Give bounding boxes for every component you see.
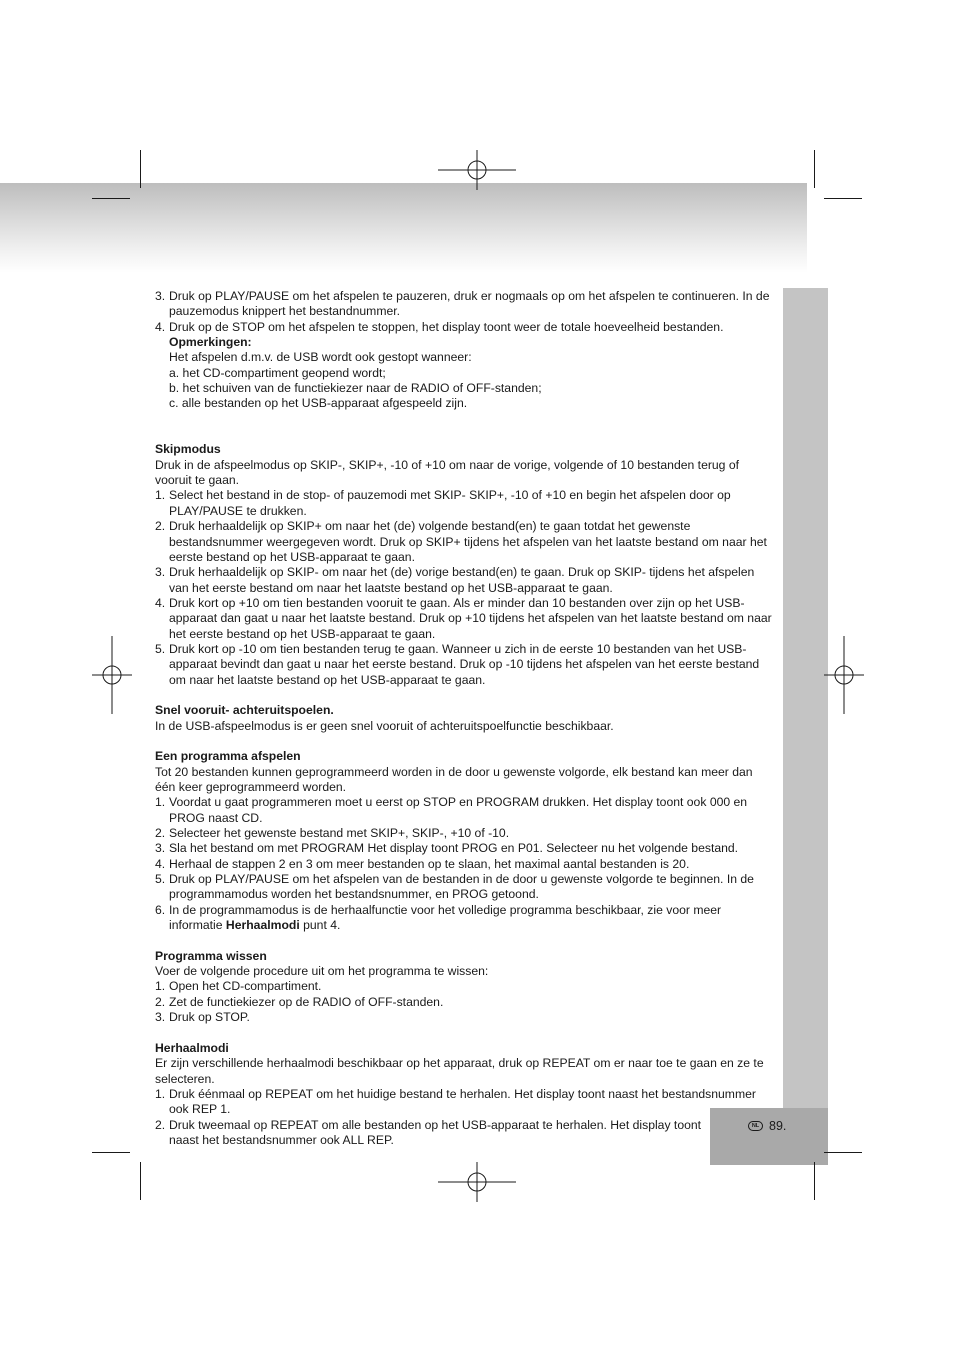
- registration-mark-left-icon: [92, 636, 132, 714]
- list-item: 6. In de programmamodus is de herhaalfunctie voor het volledige programma beschikbaar, zie voor meer informatie Herhaalmodi punt 4.: [155, 902, 722, 933]
- section-heading: Programma wissen: [155, 948, 267, 963]
- list-item: 1. Voordat u gaat programmeren moet u eerst op STOP en PROGRAM drukken. Het display toont ook 000 en PROG naast CD.: [155, 795, 748, 825]
- list-item: 1. Select het bestand in de stop- of pauzemodi met SKIP- SKIP+, -10 of +10 en begin het afspelen door op PLAY/PAUSE te drukken.: [155, 488, 731, 518]
- clear-section: [155, 949, 775, 1026]
- page-content: [155, 289, 775, 1148]
- list-item: 2. Selecteer het gewenste bestand met SKIP+, SKIP-, +10 of -10.: [155, 826, 510, 841]
- section-heading: Herhaalmodi: [155, 1040, 229, 1055]
- note-item: b. het schuiven van de functiekiezer naar de RADIO of OFF-standen;: [169, 381, 542, 396]
- list-item: 1. Druk éénmaal op REPEAT om het huidige bestand te herhalen. Het display toont naast het bestandsnummer ook REP 1.: [155, 1086, 756, 1117]
- note-item: c. alle bestanden op het USB-apparaat afgespeeld zijn.: [169, 396, 468, 411]
- list-item: 4. Druk kort op +10 om tien bestanden vooruit te gaan. Als er minder dan 10 bestanden over zijn op het USB-apparaat dan gaat u naar het laatste bestand. Druk op +10 tijdens het afspelen van het laatste bestand om naar het eerste bestand op het USB-apparaat te gaan.: [155, 595, 772, 641]
- notes-intro: Het afspelen d.m.v. de USB wordt ook gestopt wanneer:: [169, 350, 472, 365]
- section-heading: Skipmodus: [155, 442, 221, 457]
- fast-section: [155, 703, 775, 734]
- registration-mark-bottom-icon: [438, 1162, 516, 1202]
- list-item: 2. Zet de functiekiezer op de RADIO of OFF-standen.: [155, 994, 444, 1009]
- page-number-text: 89.: [769, 1119, 787, 1133]
- registration-mark-right-icon: [824, 636, 864, 714]
- repeat-section: [155, 1041, 775, 1148]
- section-intro: Er zijn verschillende herhaalmodi beschikbaar op het apparaat, druk op REPEAT om er naar toe te gaan en ze te selecteren.: [155, 1056, 764, 1086]
- cross-reference: Herhaalmodi: [225, 918, 300, 933]
- section-intro: Voer de volgende procedure uit om het programma te wissen:: [155, 964, 489, 979]
- side-tab-bar: [783, 288, 828, 1110]
- list-item: 4. Herhaal de stappen 2 en 3 om meer bestanden op te slaan, het maximal aantal bestanden is 20.: [155, 856, 690, 871]
- list-item: 5. Druk op PLAY/PAUSE om het afspelen van de bestanden in de door u gewenste volgorde te beginnen. In de programmamodus worden het bestandsnummer, en PROG getoond.: [155, 872, 754, 902]
- list-item: 5. Druk kort op -10 om tien bestanden terug te gaan. Wanneer u zich in de eerste 10 bestanden van het USB-apparaat bevindt dan gaat u naar het eerste bestand. Druk op -10 tijdens het afspelen van het eerste bestand om naar het laatste bestand op het USB-apparaat te gaan.: [155, 641, 760, 687]
- header-gradient-band: [0, 183, 807, 273]
- section-heading: Een programma afspelen: [155, 749, 301, 764]
- registration-mark-top-icon: [438, 150, 516, 190]
- section-intro: Druk in de afspeelmodus op SKIP-, SKIP+, -10 of +10 om naar de vorige, volgende of 10 bestanden terug of vooruit te gaan.: [155, 457, 740, 488]
- language-badge-icon: NL: [748, 1121, 763, 1131]
- notes-title: Opmerkingen:: [169, 335, 252, 350]
- section-text: In de USB-afspeelmodus is er geen snel vooruit of achteruitspoelfunctie beschikbaar.: [155, 718, 614, 733]
- list-item: 2. Druk herhaaldelijk op SKIP+ om naar het (de) volgende bestand(en) te gaan totdat het gewenste bestandsnummer weergegeven wordt. Druk op SKIP+ tijdens het afspelen van het laatste bestand om naar het eerste bestand op het USB-apparaat te gaan.: [155, 519, 767, 564]
- list-item: 2. Druk tweemaal op REPEAT om alle bestanden op het USB-apparaat te herhalen. Het display toont naast het bestandsnummer ook ALL REP.: [155, 1117, 702, 1147]
- section-intro: Tot 20 bestanden kunnen geprogrammeerd worden in de door u gewenste volgorde, elk bestand kan meer dan één keer geprogrammeerd worden.: [155, 764, 753, 794]
- list-item: 3. Druk op STOP.: [155, 1010, 250, 1025]
- program-section: [155, 749, 775, 933]
- list-item: 3. Druk op PLAY/PAUSE om het afspelen te pauzeren, druk er nogmaals op om het afspelen te continueren. In de pauzemodus knippert het bestandnummer.: [155, 289, 770, 319]
- note-item: a. het CD-compartiment geopend wordt;: [169, 365, 386, 380]
- list-item: 1. Open het CD-compartiment.: [155, 979, 322, 994]
- section-heading: Snel vooruit- achteruitspoelen.: [155, 703, 334, 718]
- skip-section: [155, 442, 775, 688]
- list-item: 3. Druk herhaaldelijk op SKIP- om naar het (de) vorige bestand(en) te gaan. Druk op SKIP- tijdens het afspelen van het eerste bestand om naar het laatste bestand op het USB-apparaat te gaan.: [155, 565, 755, 595]
- list-item: 4. Druk op de STOP om het afspelen te stoppen, het display toont weer de totale hoeveelheid bestanden.: [155, 319, 724, 334]
- intro-section: [155, 289, 775, 412]
- list-item: 3. Sla het bestand om met PROGRAM Het display toont PROG en P01. Selecteer nu het volgende bestand.: [155, 841, 739, 856]
